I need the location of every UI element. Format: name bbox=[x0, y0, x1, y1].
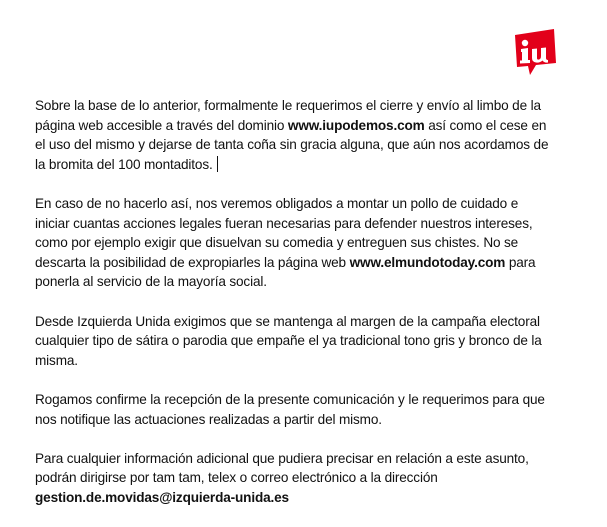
text-line bbox=[35, 351, 595, 371]
text-run: descarta la posibilidad de expropiarles la página web bbox=[35, 254, 350, 270]
text-line bbox=[35, 390, 595, 410]
text-run: página web accesible a través del dominio bbox=[35, 117, 288, 133]
paragraph bbox=[35, 449, 595, 508]
text-run: podrán dirigirse por tam tam, telex o correo electrónico a la dirección bbox=[35, 470, 438, 486]
text-run: como por ejemplo exigir que disuelvan su comedia y entreguen sus chistes. No se bbox=[35, 235, 519, 251]
letter-body bbox=[35, 96, 595, 527]
text-line bbox=[35, 272, 595, 292]
text-line bbox=[35, 468, 595, 488]
paragraph bbox=[35, 194, 595, 292]
text-run: el uso del mismo y dejarse de tanta coña sin gracia alguna, que aún nos acordamos de bbox=[35, 137, 549, 153]
text-line bbox=[35, 253, 595, 273]
text-line bbox=[35, 116, 595, 136]
text-run: la bromita del 100 montaditos. bbox=[35, 156, 213, 172]
text-cursor bbox=[217, 156, 218, 172]
text-run: para bbox=[505, 254, 536, 270]
text-line bbox=[35, 331, 595, 351]
text-run: nos notifique las actuaciones realizadas a partir del mismo. bbox=[35, 411, 382, 427]
bold-text: www.elmundotoday.com bbox=[349, 254, 506, 270]
text-line bbox=[35, 488, 595, 508]
text-line bbox=[35, 410, 595, 430]
text-run: cualquier tipo de sátira o parodia que empañe el ya tradicional tono gris y bronco de la bbox=[35, 333, 542, 349]
iu-logo bbox=[512, 27, 558, 77]
text-run: ponerla al servicio de la mayoría social. bbox=[35, 274, 267, 290]
text-run: En caso de no hacerlo así, nos veremos obligados a montar un pollo de cuidado e bbox=[35, 195, 519, 211]
text-run: Desde Izquierda Unida exigimos que se mantenga al margen de la campaña electoral bbox=[35, 313, 540, 329]
bold-text: www.iupodemos.com bbox=[287, 117, 425, 133]
text-line bbox=[35, 233, 595, 253]
bold-text: gestion.de.movidas@izquierda-unida.es bbox=[35, 489, 289, 505]
text-line bbox=[35, 214, 595, 234]
text-run: iniciar cuantas acciones legales fueran necesarias para defender nuestros intereses, bbox=[35, 215, 533, 231]
paragraph bbox=[35, 96, 595, 174]
text-run: Para cualquier información adicional que pudiera precisar en relación a este asunto, bbox=[35, 450, 529, 466]
text-line bbox=[35, 155, 595, 175]
text-line bbox=[35, 96, 595, 116]
text-run: misma. bbox=[35, 352, 78, 368]
text-line bbox=[35, 135, 595, 155]
text-line bbox=[35, 312, 595, 332]
text-run: así como el cese en bbox=[424, 117, 547, 133]
iu-logo-icon bbox=[512, 27, 558, 77]
text-run: Rogamos confirme la recepción de la presente comunicación y le requerimos para que bbox=[35, 391, 545, 407]
paragraph bbox=[35, 312, 595, 371]
text-line bbox=[35, 449, 595, 469]
text-run: Sobre la base de lo anterior, formalmente le requerimos el cierre y envío al limbo de la bbox=[35, 98, 541, 113]
paragraph bbox=[35, 390, 595, 429]
text-line bbox=[35, 194, 595, 214]
